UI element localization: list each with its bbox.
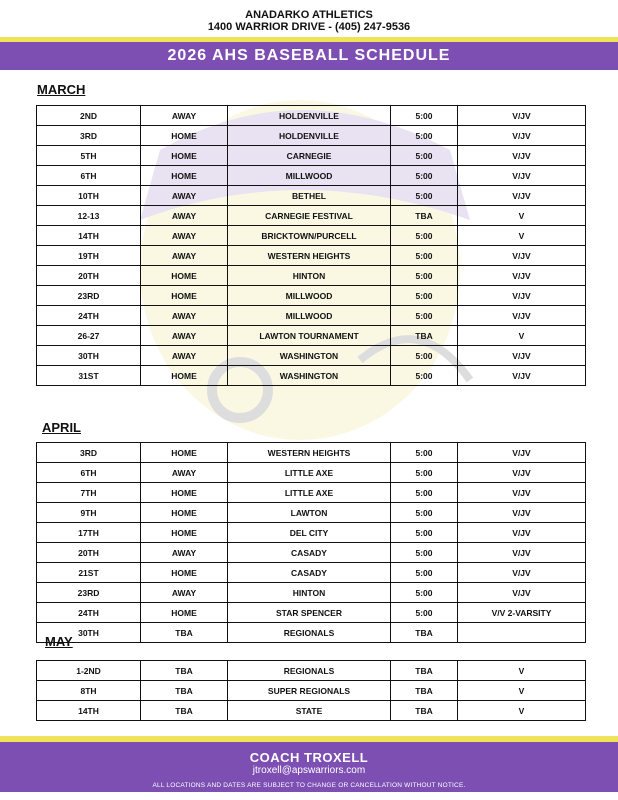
time-cell: TBA bbox=[391, 661, 458, 681]
opponent-cell: LAWTON bbox=[228, 503, 391, 523]
level-cell: V/JV bbox=[458, 126, 586, 146]
location-cell: HOME bbox=[141, 523, 228, 543]
level-cell: V/JV bbox=[458, 483, 586, 503]
date-cell: 9TH bbox=[37, 503, 141, 523]
level-cell: V/JV bbox=[458, 503, 586, 523]
schedule-title: 2026 AHS BASEBALL SCHEDULE bbox=[0, 42, 618, 70]
date-cell: 14TH bbox=[37, 701, 141, 721]
time-cell: 5:00 bbox=[391, 583, 458, 603]
coach-email[interactable]: jtroxell@apswarriors.com bbox=[252, 765, 366, 776]
time-cell: 5:00 bbox=[391, 523, 458, 543]
opponent-cell: DEL CITY bbox=[228, 523, 391, 543]
date-cell: 17TH bbox=[37, 523, 141, 543]
table-row bbox=[37, 443, 586, 463]
coach-name: COACH TROXELL bbox=[249, 750, 369, 765]
table-row bbox=[37, 326, 586, 346]
table-row bbox=[37, 701, 586, 721]
table-row bbox=[37, 346, 586, 366]
opponent-cell: WASHINGTON bbox=[228, 346, 391, 366]
may-schedule-table bbox=[36, 660, 586, 721]
level-cell: V bbox=[458, 681, 586, 701]
level-cell bbox=[458, 623, 586, 643]
date-cell: 21ST bbox=[37, 563, 141, 583]
org-address-phone: 1400 WARRIOR DRIVE - (405) 247-9536 bbox=[207, 21, 411, 33]
location-cell: AWAY bbox=[141, 326, 228, 346]
date-cell: 10TH bbox=[37, 186, 141, 206]
opponent-cell: BRICKTOWN/PURCELL bbox=[228, 226, 391, 246]
level-cell: V/JV bbox=[458, 306, 586, 326]
date-cell: 26-27 bbox=[37, 326, 141, 346]
time-cell: 5:00 bbox=[391, 106, 458, 126]
time-cell: 5:00 bbox=[391, 563, 458, 583]
location-cell: TBA bbox=[141, 681, 228, 701]
table-row bbox=[37, 286, 586, 306]
time-cell: 5:00 bbox=[391, 483, 458, 503]
table-row bbox=[37, 563, 586, 583]
date-cell: 30TH bbox=[37, 623, 141, 643]
level-cell: V/JV bbox=[458, 366, 586, 386]
time-cell: 5:00 bbox=[391, 366, 458, 386]
location-cell: AWAY bbox=[141, 186, 228, 206]
level-cell: V/JV bbox=[458, 166, 586, 186]
table-row bbox=[37, 246, 586, 266]
opponent-cell: STATE bbox=[228, 701, 391, 721]
april-schedule-table bbox=[36, 442, 586, 643]
table-row bbox=[37, 146, 586, 166]
date-cell: 5TH bbox=[37, 146, 141, 166]
march-schedule-table bbox=[36, 105, 586, 386]
footer-bar bbox=[0, 742, 618, 792]
date-cell: 30TH bbox=[37, 346, 141, 366]
time-cell: 5:00 bbox=[391, 443, 458, 463]
opponent-cell: SUPER REGIONALS bbox=[228, 681, 391, 701]
table-row bbox=[37, 483, 586, 503]
table-row bbox=[37, 166, 586, 186]
table-row bbox=[37, 623, 586, 643]
time-cell: 5:00 bbox=[391, 146, 458, 166]
time-cell: 5:00 bbox=[391, 346, 458, 366]
opponent-cell: BETHEL bbox=[228, 186, 391, 206]
level-cell: V bbox=[458, 701, 586, 721]
location-cell: AWAY bbox=[141, 346, 228, 366]
date-cell: 24TH bbox=[37, 603, 141, 623]
org-name: ANADARKO ATHLETICS bbox=[245, 9, 373, 21]
table-row bbox=[37, 583, 586, 603]
opponent-cell: WESTERN HEIGHTS bbox=[228, 246, 391, 266]
table-row bbox=[37, 306, 586, 326]
opponent-cell: CARNEGIE FESTIVAL bbox=[228, 206, 391, 226]
may-heading: MAY bbox=[45, 634, 73, 649]
time-cell: 5:00 bbox=[391, 543, 458, 563]
table-row bbox=[37, 226, 586, 246]
location-cell: HOME bbox=[141, 603, 228, 623]
level-cell: V/JV bbox=[458, 186, 586, 206]
location-cell: HOME bbox=[141, 503, 228, 523]
level-cell: V/JV bbox=[458, 246, 586, 266]
date-cell: 7TH bbox=[37, 483, 141, 503]
level-cell: V/JV bbox=[458, 463, 586, 483]
opponent-cell: CASADY bbox=[228, 543, 391, 563]
time-cell: TBA bbox=[391, 701, 458, 721]
march-heading: MARCH bbox=[37, 82, 86, 97]
time-cell: 5:00 bbox=[391, 246, 458, 266]
opponent-cell: HOLDENVILLE bbox=[228, 126, 391, 146]
time-cell: 5:00 bbox=[391, 306, 458, 326]
table-row bbox=[37, 186, 586, 206]
location-cell: TBA bbox=[141, 701, 228, 721]
opponent-cell: WESTERN HEIGHTS bbox=[228, 443, 391, 463]
location-cell: AWAY bbox=[141, 463, 228, 483]
table-row bbox=[37, 503, 586, 523]
opponent-cell: LITTLE AXE bbox=[228, 463, 391, 483]
date-cell: 3RD bbox=[37, 126, 141, 146]
time-cell: 5:00 bbox=[391, 166, 458, 186]
opponent-cell: HINTON bbox=[228, 583, 391, 603]
level-cell: V/JV bbox=[458, 106, 586, 126]
date-cell: 23RD bbox=[37, 286, 141, 306]
date-cell: 3RD bbox=[37, 443, 141, 463]
opponent-cell: STAR SPENCER bbox=[228, 603, 391, 623]
location-cell: AWAY bbox=[141, 543, 228, 563]
opponent-cell: REGIONALS bbox=[228, 623, 391, 643]
opponent-cell: LITTLE AXE bbox=[228, 483, 391, 503]
time-cell: 5:00 bbox=[391, 286, 458, 306]
location-cell: AWAY bbox=[141, 226, 228, 246]
date-cell: 24TH bbox=[37, 306, 141, 326]
date-cell: 14TH bbox=[37, 226, 141, 246]
table-row bbox=[37, 523, 586, 543]
location-cell: HOME bbox=[141, 166, 228, 186]
level-cell: V/JV bbox=[458, 346, 586, 366]
location-cell: HOME bbox=[141, 286, 228, 306]
table-row bbox=[37, 543, 586, 563]
time-cell: 5:00 bbox=[391, 503, 458, 523]
level-cell: V/JV bbox=[458, 523, 586, 543]
location-cell: AWAY bbox=[141, 583, 228, 603]
location-cell: HOME bbox=[141, 266, 228, 286]
opponent-cell: WASHINGTON bbox=[228, 366, 391, 386]
level-cell: V/JV bbox=[458, 443, 586, 463]
level-cell: V/JV bbox=[458, 146, 586, 166]
date-cell: 31ST bbox=[37, 366, 141, 386]
date-cell: 8TH bbox=[37, 681, 141, 701]
opponent-cell: CASADY bbox=[228, 563, 391, 583]
date-cell: 2ND bbox=[37, 106, 141, 126]
time-cell: TBA bbox=[391, 681, 458, 701]
table-row bbox=[37, 266, 586, 286]
opponent-cell: REGIONALS bbox=[228, 661, 391, 681]
table-row bbox=[37, 681, 586, 701]
opponent-cell: HINTON bbox=[228, 266, 391, 286]
level-cell: V bbox=[458, 326, 586, 346]
level-cell: V/JV bbox=[458, 266, 586, 286]
date-cell: 20TH bbox=[37, 543, 141, 563]
level-cell: V bbox=[458, 226, 586, 246]
time-cell: 5:00 bbox=[391, 226, 458, 246]
date-cell: 23RD bbox=[37, 583, 141, 603]
time-cell: 5:00 bbox=[391, 126, 458, 146]
disclaimer: ALL LOCATIONS AND DATES ARE SUBJECT TO CHANGE OR CANCELLATION WITHOUT NOTICE. bbox=[152, 782, 466, 789]
opponent-cell: MILLWOOD bbox=[228, 286, 391, 306]
opponent-cell: LAWTON TOURNAMENT bbox=[228, 326, 391, 346]
table-row bbox=[37, 661, 586, 681]
table-row bbox=[37, 106, 586, 126]
opponent-cell: MILLWOOD bbox=[228, 306, 391, 326]
date-cell: 6TH bbox=[37, 463, 141, 483]
time-cell: 5:00 bbox=[391, 463, 458, 483]
date-cell: 1-2ND bbox=[37, 661, 141, 681]
opponent-cell: MILLWOOD bbox=[228, 166, 391, 186]
location-cell: HOME bbox=[141, 563, 228, 583]
time-cell: TBA bbox=[391, 326, 458, 346]
table-row bbox=[37, 603, 586, 623]
table-row bbox=[37, 126, 586, 146]
date-cell: 12-13 bbox=[37, 206, 141, 226]
table-row bbox=[37, 366, 586, 386]
time-cell: TBA bbox=[391, 623, 458, 643]
date-cell: 6TH bbox=[37, 166, 141, 186]
location-cell: AWAY bbox=[141, 206, 228, 226]
location-cell: TBA bbox=[141, 661, 228, 681]
location-cell: AWAY bbox=[141, 106, 228, 126]
date-cell: 19TH bbox=[37, 246, 141, 266]
location-cell: HOME bbox=[141, 366, 228, 386]
table-row bbox=[37, 206, 586, 226]
location-cell: AWAY bbox=[141, 246, 228, 266]
level-cell: V bbox=[458, 206, 586, 226]
location-cell: HOME bbox=[141, 146, 228, 166]
level-cell: V/JV bbox=[458, 543, 586, 563]
opponent-cell: CARNEGIE bbox=[228, 146, 391, 166]
opponent-cell: HOLDENVILLE bbox=[228, 106, 391, 126]
date-cell: 20TH bbox=[37, 266, 141, 286]
location-cell: HOME bbox=[141, 126, 228, 146]
level-cell: V bbox=[458, 661, 586, 681]
location-cell: AWAY bbox=[141, 306, 228, 326]
level-cell: V/JV bbox=[458, 563, 586, 583]
time-cell: 5:00 bbox=[391, 186, 458, 206]
time-cell: TBA bbox=[391, 206, 458, 226]
time-cell: 5:00 bbox=[391, 603, 458, 623]
table-row bbox=[37, 463, 586, 483]
time-cell: 5:00 bbox=[391, 266, 458, 286]
level-cell: V/JV bbox=[458, 286, 586, 306]
location-cell: HOME bbox=[141, 443, 228, 463]
level-cell: V/V 2-VARSITY bbox=[458, 603, 586, 623]
level-cell: V/JV bbox=[458, 583, 586, 603]
location-cell: HOME bbox=[141, 483, 228, 503]
april-heading: APRIL bbox=[42, 420, 81, 435]
location-cell: TBA bbox=[141, 623, 228, 643]
